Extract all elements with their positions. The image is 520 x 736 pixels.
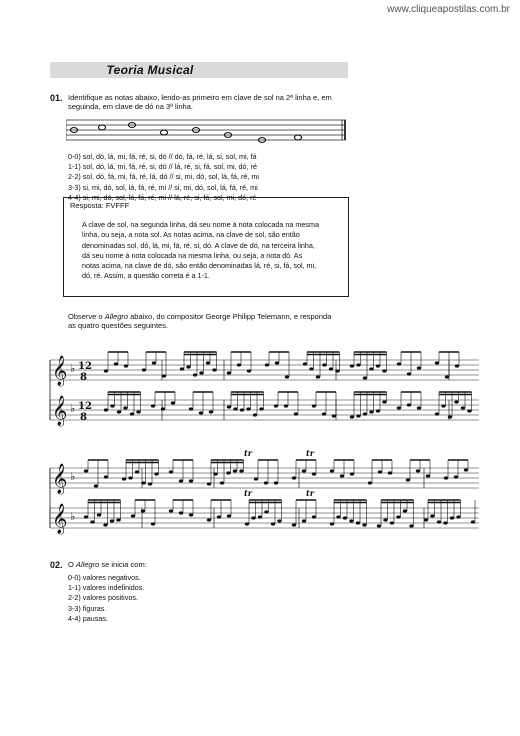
question-2-number: 02. <box>50 560 63 570</box>
note-head <box>363 376 367 379</box>
note-head <box>350 415 354 418</box>
note-head <box>117 410 121 413</box>
notes <box>104 352 459 380</box>
note-head <box>349 519 353 522</box>
note-head <box>136 410 140 413</box>
note-head <box>162 374 166 377</box>
flat-icon: ♭ <box>70 402 76 415</box>
note-head <box>316 375 320 378</box>
note-head <box>246 407 250 410</box>
note-head <box>141 481 145 484</box>
note-head <box>90 520 94 523</box>
note-head <box>199 411 203 414</box>
note-head <box>396 515 400 518</box>
note-head <box>84 515 88 518</box>
note-head <box>309 367 313 370</box>
answer-line: A clave de sol, na segunda linha, dá seu nome à nota colocada na mesma <box>82 220 319 229</box>
note-head <box>330 522 334 525</box>
note-head <box>312 515 316 518</box>
note-head <box>104 475 108 478</box>
note-head <box>454 475 458 478</box>
option: 3-3) si, mi, dó, sol, lá, fá, ré, mi // si, mi, dó, sol, lá, fá, ré, mi <box>68 182 258 192</box>
note-head <box>151 404 155 407</box>
time-signature-bottom: 8 <box>80 412 87 423</box>
note-head <box>206 361 210 364</box>
option: 1-1) sol, dó, lá, mi, fá, ré, si, dó // lá, ré, si, fá, sol, mi, dó, ré <box>68 162 257 172</box>
option: 4-4) pausas. <box>68 613 108 623</box>
note-head <box>303 362 307 365</box>
note-head <box>207 518 211 521</box>
trill-mark: tr <box>306 448 314 458</box>
notes <box>84 500 475 528</box>
option: 3-3) figuras. <box>68 603 107 613</box>
note-head <box>233 407 237 410</box>
note-head <box>116 518 120 521</box>
question-2-options <box>68 573 144 624</box>
note-head <box>123 406 127 409</box>
note-head <box>390 521 394 524</box>
note-head <box>245 522 249 525</box>
note-head <box>186 365 190 368</box>
note-head <box>409 524 413 527</box>
note-head <box>383 518 387 521</box>
note-head <box>259 407 263 410</box>
note-head <box>103 523 107 526</box>
question-1-number: 01. <box>50 93 63 103</box>
note-head <box>169 470 173 473</box>
note-head <box>332 414 336 417</box>
note-head <box>376 364 380 367</box>
note-head <box>406 478 410 481</box>
note-head <box>227 405 231 408</box>
note-head <box>448 415 452 418</box>
note-head <box>312 404 316 407</box>
staff <box>50 355 479 387</box>
question-1-options <box>68 152 259 203</box>
note-head <box>350 472 354 475</box>
option: 0-0) valores negativos. <box>68 573 141 582</box>
note-head <box>312 472 316 475</box>
flat-icon: ♭ <box>70 362 76 375</box>
note-head <box>285 375 289 378</box>
note-head <box>294 412 298 415</box>
answer-label: Resposta: FVFFF <box>70 201 130 210</box>
answer-explanation <box>82 220 345 282</box>
note-head <box>104 408 108 411</box>
trill-mark: tr <box>244 448 252 458</box>
note-head <box>275 361 279 364</box>
note-head <box>441 404 445 407</box>
note-head <box>271 522 275 525</box>
note-head <box>445 375 449 378</box>
note-head <box>343 516 347 519</box>
note-head <box>135 470 139 473</box>
page-title: Teoria Musical <box>106 63 194 77</box>
note-head <box>251 516 255 519</box>
note-head <box>302 519 306 522</box>
note-head <box>417 406 421 409</box>
answer-line: dá seu nome à nota colocada na mesma linha, ou seja, a nota dó. As <box>82 250 303 260</box>
note-head <box>322 363 326 366</box>
note-head <box>180 367 184 370</box>
note-head <box>443 521 447 524</box>
note-head <box>368 481 372 484</box>
note-head <box>240 408 244 411</box>
note-head <box>130 412 134 415</box>
note-head <box>302 469 306 472</box>
note-head <box>264 481 268 484</box>
note-head <box>430 514 434 517</box>
note-head <box>424 518 428 521</box>
note-head <box>274 481 278 484</box>
note-head <box>122 477 126 480</box>
note-head <box>227 514 231 517</box>
note-head <box>84 469 88 472</box>
whole-note <box>160 130 167 135</box>
note-head <box>292 523 296 526</box>
note-head <box>151 522 155 525</box>
note-head <box>199 371 203 374</box>
option: 4-4) si, mi, dó, sol, lá, fá, ré, mi // lá, ré, si, fá, sol, mi, dó, ré <box>68 192 257 202</box>
note-head <box>254 477 258 480</box>
note-head <box>322 412 326 415</box>
note-head <box>329 367 333 370</box>
time-signature-bottom: 8 <box>80 372 87 383</box>
note-head <box>220 481 224 484</box>
note-head <box>114 362 118 365</box>
note-head <box>265 363 269 366</box>
note-head <box>426 474 430 477</box>
question-1-prompt-line2: seguinda, em clave de dó na 3ª linha. <box>68 102 193 111</box>
note-head <box>340 474 344 477</box>
intro-line2: as quatro questões seguintes. <box>68 321 169 330</box>
note-head <box>369 367 373 370</box>
option: 0-0) sol, dó, lá, mi, fá, ré, si, dó // dó, fá, ré, lá, si, sol, mi, fá <box>68 152 257 161</box>
option: 2-2) sol, dó, fá, mi, fá, ré, lá, dó // si, mi, dó, sol, lá, fá, ré, mi <box>68 172 259 182</box>
notes <box>104 392 472 420</box>
flat-icon: ♭ <box>70 470 76 483</box>
site-url: www.cliqueapostilas.com.br <box>387 4 510 15</box>
trill-mark: tr <box>306 488 314 498</box>
note-head <box>213 472 217 475</box>
note-head <box>455 364 459 367</box>
note-head <box>189 479 193 482</box>
note-head <box>369 410 373 413</box>
note-head <box>148 482 152 485</box>
note-head <box>104 369 108 372</box>
note-head <box>417 366 421 369</box>
note-head <box>356 363 360 366</box>
note-head <box>464 468 468 471</box>
note-head <box>189 407 193 410</box>
note-head <box>237 363 241 366</box>
note-head <box>179 511 183 514</box>
note-head <box>363 412 367 415</box>
note-head <box>350 364 354 367</box>
note-head <box>456 515 460 518</box>
option: 1-1) valores indefinidos. <box>68 583 145 593</box>
note-head <box>131 514 135 517</box>
note-head <box>416 469 420 472</box>
note-head <box>258 515 262 518</box>
note-head <box>454 400 458 403</box>
note-head <box>274 404 278 407</box>
question-2-prompt: O Allegro se inicia com: <box>68 560 147 569</box>
note-head <box>193 373 197 376</box>
note-head <box>161 407 165 410</box>
note-head <box>435 361 439 364</box>
notes <box>84 460 468 488</box>
option: 2-2) valores positivos. <box>68 593 138 603</box>
note-head <box>382 400 386 403</box>
note-head <box>110 404 114 407</box>
note-head <box>435 412 439 415</box>
note-head <box>171 401 175 404</box>
note-head <box>277 519 281 522</box>
note-head <box>403 509 407 512</box>
note-head <box>377 524 381 527</box>
note-head <box>330 469 334 472</box>
note-head <box>378 470 382 473</box>
note-head <box>212 368 216 371</box>
note-head <box>397 362 401 365</box>
flat-icon: ♭ <box>70 510 76 523</box>
time-signature-top: 12 <box>78 361 92 372</box>
note-head <box>233 469 237 472</box>
note-head <box>217 515 221 518</box>
note-head <box>239 469 243 472</box>
answer-line: dó, ré. Assim, a questão correta é a 1-1. <box>82 271 210 281</box>
note-head <box>264 510 268 513</box>
note-staff <box>66 118 358 150</box>
note-head <box>407 403 411 406</box>
note-head <box>362 523 366 526</box>
allegro-score <box>44 340 484 540</box>
answer-line: denominadas sol, dó, lá, mi, fá, ré, si, dó. A clave de dó, na terceira linha, <box>82 240 315 250</box>
note-head <box>247 369 251 372</box>
note-head <box>110 519 114 522</box>
note-head <box>209 410 213 413</box>
note-head <box>207 482 211 485</box>
note-head <box>226 471 230 474</box>
whole-note <box>294 135 301 140</box>
note-head <box>97 513 101 516</box>
time-signature-top: 12 <box>78 401 92 412</box>
treble-clef-icon: 𝄞 <box>52 396 68 426</box>
note-head <box>169 509 173 512</box>
note-head <box>397 406 401 409</box>
note-head <box>128 476 132 479</box>
note-head <box>253 413 257 416</box>
note-head <box>376 409 380 412</box>
note-head <box>388 471 392 474</box>
treble-clef-icon: 𝄞 <box>52 356 68 386</box>
note-head <box>471 520 475 523</box>
note-head <box>124 364 128 367</box>
note-head <box>407 372 411 375</box>
note-head <box>179 479 183 482</box>
note-head <box>467 409 471 412</box>
note-head <box>152 361 156 364</box>
intro-line1: Observe o Allegro abaixo, do compositor George Philipp Telemann, e responda <box>68 312 332 321</box>
note-head <box>94 484 98 487</box>
staff <box>50 463 479 495</box>
note-head <box>450 516 454 519</box>
answer-line: linha, ou seja, a nota sol. As notas acima, na clave de sol, são então <box>82 230 300 240</box>
staff <box>50 503 479 535</box>
note-head <box>382 369 386 372</box>
treble-clef-icon: 𝄞 <box>52 504 68 534</box>
whole-note <box>98 125 105 130</box>
note-head <box>284 404 288 407</box>
note-head <box>335 369 339 372</box>
note-head <box>356 521 360 524</box>
answer-line: notas acima, na clave de dó, são então denominadas lá, ré, si, fá, sol, mi, <box>82 261 317 271</box>
note-head <box>336 515 340 518</box>
note-head <box>437 520 441 523</box>
note-head <box>292 476 296 479</box>
note-head <box>154 472 158 475</box>
treble-clef-icon: 𝄞 <box>52 464 68 494</box>
note-head <box>227 371 231 374</box>
note-head <box>461 406 465 409</box>
trill-mark: tr <box>244 488 252 498</box>
question-1-prompt-line1: Identifique as notas abaixo, lendo-as primeiro em clave de sol na 2ª linha e, em <box>68 93 332 102</box>
note-head <box>142 368 146 371</box>
note-head <box>141 509 145 512</box>
note-head <box>189 513 193 516</box>
note-head <box>444 476 448 479</box>
note-head <box>356 414 360 417</box>
